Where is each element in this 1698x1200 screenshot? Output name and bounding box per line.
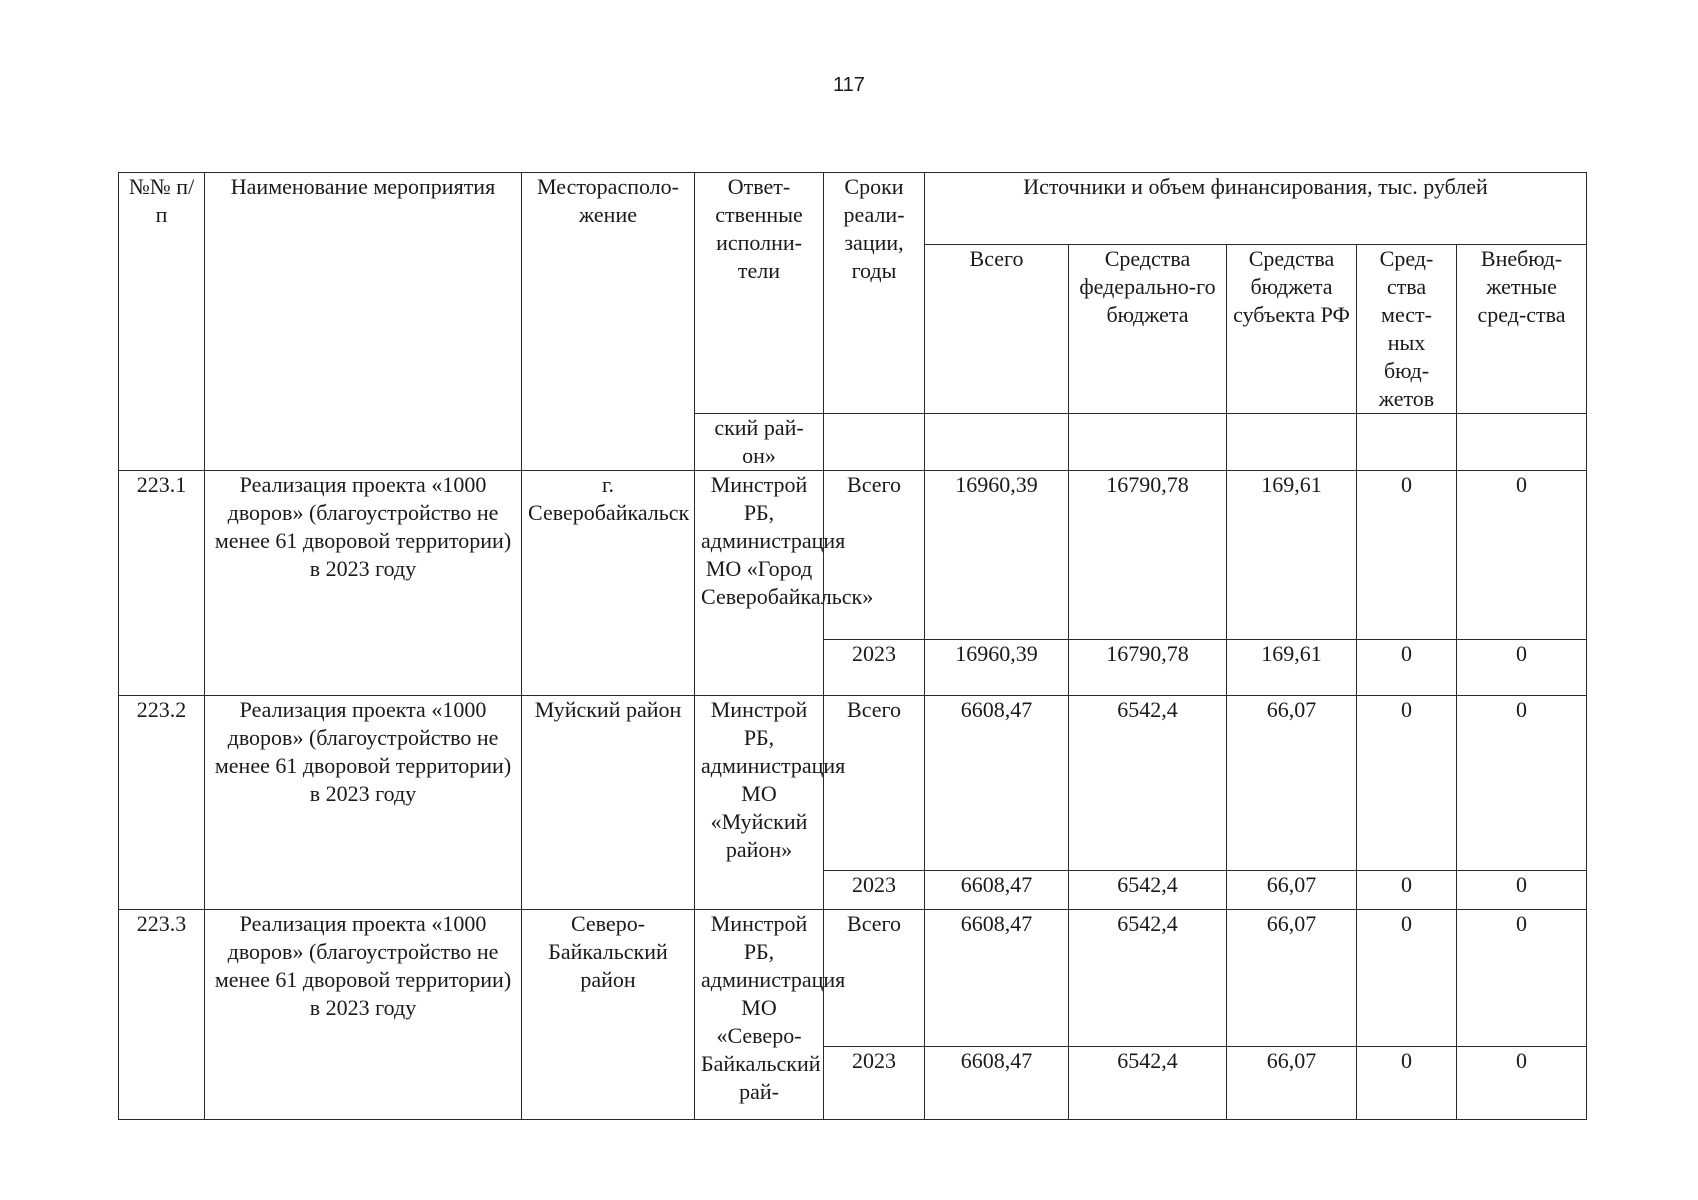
header-regional: Средства бюджета субъекта РФ <box>1227 245 1357 414</box>
header-financing: Источники и объем финансирования, тыс. рублей <box>925 173 1587 245</box>
row-period: 2023 <box>824 640 925 696</box>
row-extra: 0 <box>1457 910 1587 1047</box>
header-row <box>119 173 1587 245</box>
row-num: 223.3 <box>119 910 205 1120</box>
row-local: 0 <box>1357 1047 1457 1120</box>
row-total: 16960,39 <box>925 640 1069 696</box>
row-extra: 0 <box>1457 640 1587 696</box>
row-federal: 16790,78 <box>1069 471 1227 640</box>
row-responsible: Минстрой РБ, администрация МО «Северо-Байкальский рай- <box>695 910 824 1120</box>
row-responsible: Минстрой РБ, администрация МО «Город Северобайкальск» <box>695 471 824 696</box>
row-total: 16960,39 <box>925 471 1069 640</box>
responsible-carryover: ский рай-он» <box>695 414 824 471</box>
header-extrabudget: Внебюд-жетные сред-ства <box>1457 245 1587 414</box>
carryover-empty <box>1357 414 1457 471</box>
row-local: 0 <box>1357 910 1457 1047</box>
header-local: Сред-ства мест-ных бюд-жетов <box>1357 245 1457 414</box>
row-name: Реализация проекта «1000 дворов» (благоустройство не менее 61 дворовой территории) в 2023 году <box>205 471 522 696</box>
row-period: Всего <box>824 696 925 871</box>
row-responsible: Минстрой РБ, администрация МО «Муйский район» <box>695 696 824 910</box>
row-period: Всего <box>824 471 925 640</box>
carryover-empty <box>1457 414 1587 471</box>
row-federal: 6542,4 <box>1069 1047 1227 1120</box>
header-total: Всего <box>925 245 1069 414</box>
row-regional: 169,61 <box>1227 640 1357 696</box>
row-total: 6608,47 <box>925 871 1069 910</box>
row-period: Всего <box>824 910 925 1047</box>
row-location: г. Северобайкальск <box>522 471 695 696</box>
row-regional: 169,61 <box>1227 471 1357 640</box>
row-period: 2023 <box>824 871 925 910</box>
row-total: 6608,47 <box>925 1047 1069 1120</box>
table-row <box>119 471 1587 640</box>
header-location: Месторасполо-жение <box>522 173 695 471</box>
row-federal: 16790,78 <box>1069 640 1227 696</box>
row-name: Реализация проекта «1000 дворов» (благоустройство не менее 61 дворовой территории) в 2023 году <box>205 910 522 1120</box>
row-regional: 66,07 <box>1227 1047 1357 1120</box>
row-extra: 0 <box>1457 871 1587 910</box>
row-total: 6608,47 <box>925 910 1069 1047</box>
row-federal: 6542,4 <box>1069 910 1227 1047</box>
row-name: Реализация проекта «1000 дворов» (благоустройство не менее 61 дворовой территории) в 2023 году <box>205 696 522 910</box>
carryover-empty <box>925 414 1069 471</box>
page-number: 117 <box>833 74 865 96</box>
row-local: 0 <box>1357 696 1457 871</box>
row-federal: 6542,4 <box>1069 871 1227 910</box>
row-extra: 0 <box>1457 471 1587 640</box>
row-local: 0 <box>1357 871 1457 910</box>
row-regional: 66,07 <box>1227 871 1357 910</box>
header-federal: Средства федерально-го бюджета <box>1069 245 1227 414</box>
carryover-empty <box>1227 414 1357 471</box>
table-row <box>119 696 1587 871</box>
row-location: Муйский район <box>522 696 695 910</box>
row-period: 2023 <box>824 1047 925 1120</box>
row-federal: 6542,4 <box>1069 696 1227 871</box>
carryover-empty <box>1069 414 1227 471</box>
row-num: 223.1 <box>119 471 205 696</box>
financing-table <box>118 172 1587 1120</box>
row-location: Северо-Байкальский район <box>522 910 695 1120</box>
table-row <box>119 910 1587 1047</box>
row-local: 0 <box>1357 640 1457 696</box>
row-local: 0 <box>1357 471 1457 640</box>
carryover-empty <box>824 414 925 471</box>
header-num: №№ п/п <box>119 173 205 471</box>
row-regional: 66,07 <box>1227 910 1357 1047</box>
row-regional: 66,07 <box>1227 696 1357 871</box>
header-name: Наименование мероприятия <box>205 173 522 471</box>
row-num: 223.2 <box>119 696 205 910</box>
header-period: Сроки реали-зации, годы <box>824 173 925 414</box>
row-extra: 0 <box>1457 1047 1587 1120</box>
row-total: 6608,47 <box>925 696 1069 871</box>
header-responsible: Ответ-ственные исполни-тели <box>695 173 824 414</box>
row-extra: 0 <box>1457 696 1587 871</box>
